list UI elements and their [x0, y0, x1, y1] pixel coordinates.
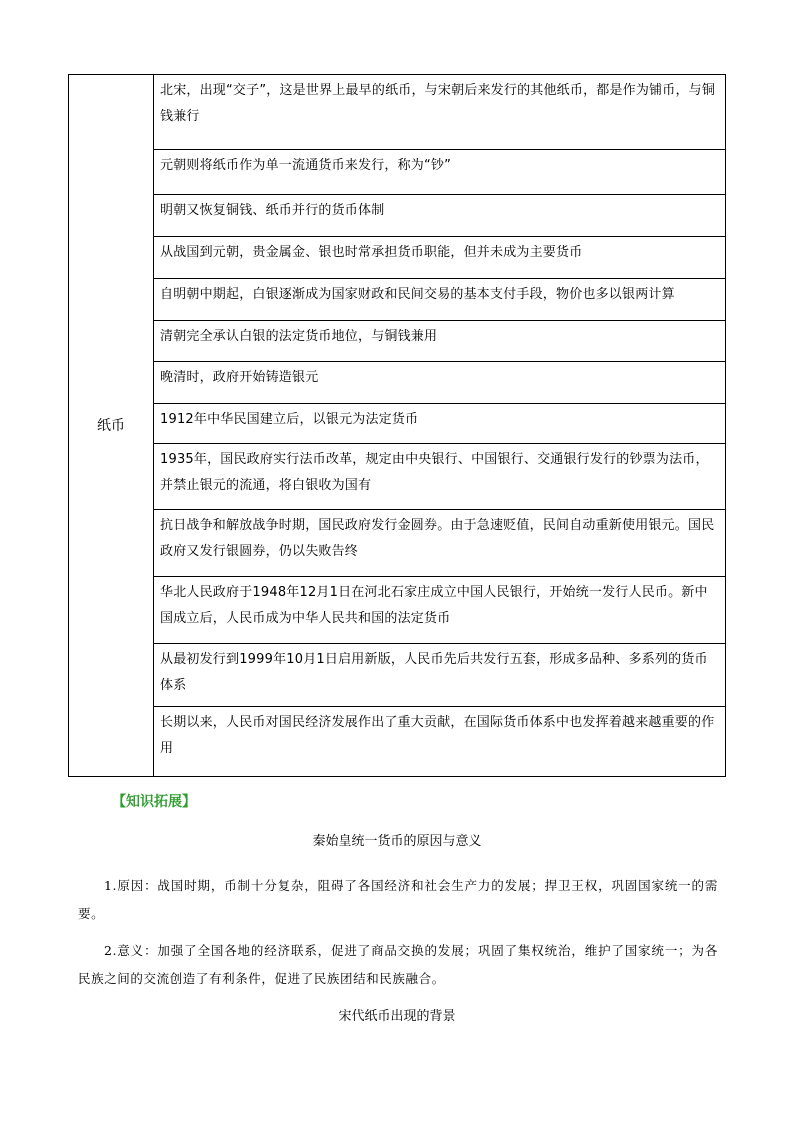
paragraph-reasons	[78, 872, 718, 928]
table-row: 1912年中华民国建立后，以银元为法定货币	[154, 404, 726, 444]
currency-history-table	[68, 74, 726, 777]
knowledge-extension-header: 【知识拓展】	[112, 794, 196, 810]
table-row: 明朝又恢复铜钱、纸币并行的货币体制	[154, 195, 726, 237]
table-row: 从最初发行到1999年10月1日启用新版，人民币先后共发行五套，形成多品种、多系列的货币体系	[154, 644, 726, 707]
table-row: 晚清时，政府开始铸造银元	[154, 362, 726, 404]
table-row: 1935年，国民政府实行法币改革，规定由中央银行、中国银行、交通银行发行的钞票为法币，并禁止银元的流通，将白银收为国有	[154, 444, 726, 510]
table-row: 元朝则将纸币作为单一流通货币来发行，称为“钞”	[154, 150, 726, 195]
table-row: 自明朝中期起，白银逐渐成为国家财政和民间交易的基本支付手段，物价也多以银两计算	[154, 279, 726, 321]
table-row: 华北人民政府于1948年12月1日在河北石家庄成立中国人民银行，开始统一发行人民币。新中国成立后，人民币成为中华人民共和国的法定货币	[154, 577, 726, 644]
paragraph-significance	[78, 937, 718, 993]
table-row: 长期以来，人民币对国民经济发展作出了重大贡献，在国际货币体系中也发挥着越来越重要的作用	[154, 707, 726, 777]
paragraph-reasons-text: 1.原因：战国时期，币制十分复杂，阻碍了各国经济和社会生产力的发展；捍卫王权，巩固国家统一的需要。	[78, 878, 718, 921]
category-label: 纸币	[97, 417, 125, 434]
category-label-cell	[69, 75, 154, 777]
table-row: 清朝完全承认白银的法定货币地位，与铜钱兼用	[154, 321, 726, 362]
table-row: 抗日战争和解放战争时期，国民政府发行金圆券。由于急速贬值，民间自动重新使用银元。国民政府又发行银圆券，仍以失败告终	[154, 510, 726, 577]
section-title-qin: 秦始皇统一货币的原因与意义	[312, 834, 482, 849]
table-row: 从战国到元朝，贵金属金、银也时常承担货币职能，但并未成为主要货币	[154, 237, 726, 279]
table-row: 北宋，出现“交子”，这是世界上最早的纸币，与宋朝后来发行的其他纸币，都是作为铺币，与铜钱兼行	[154, 75, 726, 150]
paragraph-significance-text: 2.意义：加强了全国各地的经济联系，促进了商品交换的发展；巩固了集权统治，维护了国家统一；为各民族之间的交流创造了有利条件，促进了民族团结和民族融合。	[78, 943, 718, 986]
section-title-song: 宋代纸币出现的背景	[338, 1009, 456, 1024]
